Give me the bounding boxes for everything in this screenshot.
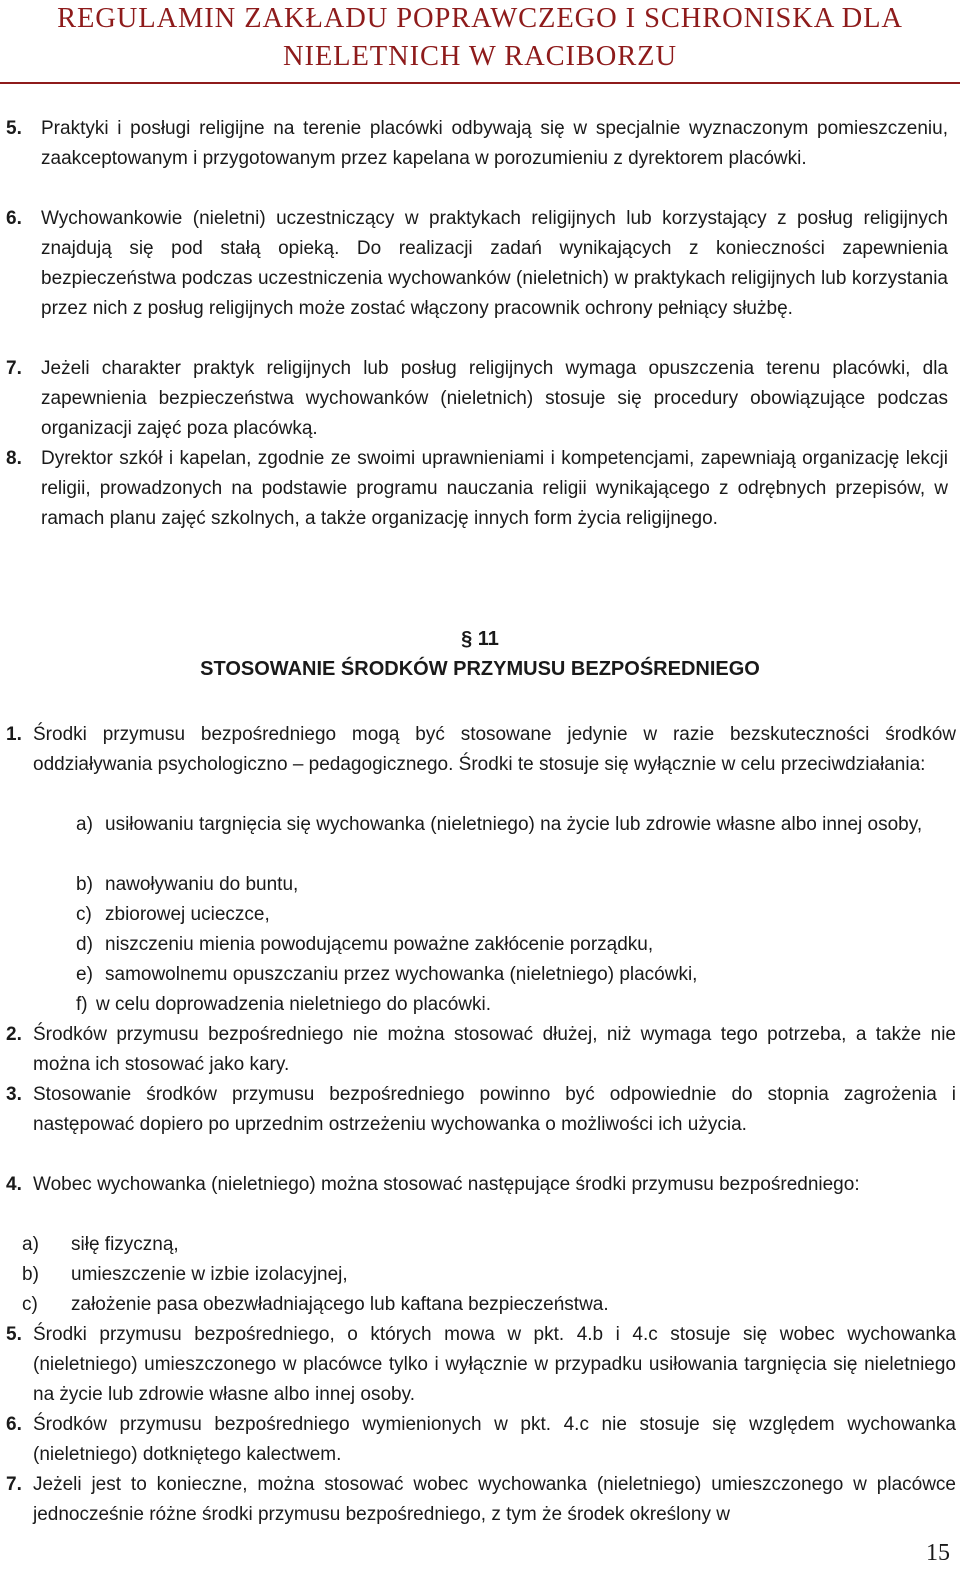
list-item-a: [76, 810, 956, 840]
paragraph-text: Środki przymusu bezpośredniego mogą być stosowane jedynie w razie bezskuteczności środków oddziaływania psychologiczno – pedagogicznego. Środki te stosuje się wyłącznie w celu przeciwdziałania:: [33, 724, 956, 775]
list-item-b: [76, 870, 956, 900]
paragraph-number: 6.: [6, 1414, 22, 1435]
paragraph-number: 4.: [6, 1174, 22, 1195]
paragraph-number: 5.: [6, 1324, 22, 1345]
section-title: STOSOWANIE ŚRODKÓW PRZYMUSU BEZPOŚREDNIEGO: [200, 658, 760, 680]
paragraph-text: Stosowanie środków przymusu bezpośredniego powinno być odpowiednie do stopnia zagrożenia i następować dopiero po uprzednim ostrzeżeniu wychowanka o możliwości ich użycia.: [33, 1084, 956, 1135]
list-marker: a): [76, 814, 93, 835]
paragraph-7: [6, 354, 948, 444]
list-item-c: [76, 900, 956, 930]
list-marker: c): [76, 904, 92, 925]
list-item-e: [76, 960, 956, 990]
paragraph-text: Wobec wychowanka (nieletniego) można stosować następujące środki przymusu bezpośredniego:: [33, 1174, 860, 1195]
list-item-a: [22, 1230, 952, 1260]
header-title-line-2: NIELETNICH W RACIBORZU: [283, 41, 677, 72]
header-divider: [0, 82, 960, 84]
paragraph-1: [6, 720, 956, 780]
paragraph-2: [6, 1020, 956, 1080]
paragraph-text: Dyrektor szkół i kapelan, zgodnie ze swoimi uprawnieniami i kompetencjami, zapewniają organizację lekcji religii, prowadzonych na podstawie programu nauczania religii wynikającego z odrębnych przepisów, w ramach planu zajęć szkolnych, a także organizację innych form życia religijnego.: [41, 448, 948, 529]
list-item-c: [22, 1290, 952, 1320]
list-item-text: w celu doprowadzenia nieletniego do placówki.: [96, 994, 492, 1015]
paragraph-text: Jeżeli jest to konieczne, można stosować wobec wychowanka (nieletniego) umieszczonego w placówce jednocześnie różne środki przymusu bezpośredniego, z tym że środek określony w: [33, 1474, 956, 1525]
paragraph-text: Praktyki i posługi religijne na terenie placówki odbywają się w specjalnie wyznaczonym pomieszczeniu, zaakceptowanym i przygotowanym przez kapelana w porozumieniu z dyrektorem placówki.: [41, 118, 948, 169]
paragraph-6: [6, 1410, 956, 1470]
list-marker: c): [22, 1294, 38, 1315]
paragraph-number: 8.: [6, 448, 22, 469]
paragraph-4: [6, 1170, 956, 1200]
paragraph-text: Środki przymusu bezpośredniego, o których mowa w pkt. 4.b i 4.c stosuje się wobec wychowanka (nieletniego) umieszczonego w placówce tylko i wyłącznie w przypadku usiłowania targnięcia się nieletniego na życie lub zdrowie własne albo innej osoby.: [33, 1324, 956, 1405]
list-marker: a): [22, 1234, 39, 1255]
paragraph-5: [6, 114, 948, 174]
list-item-text: usiłowaniu targnięcia się wychowanka (nieletniego) na życie lub zdrowie własne albo innej osoby,: [105, 814, 923, 835]
list-marker: d): [76, 934, 93, 955]
paragraph-number: 2.: [6, 1024, 22, 1045]
paragraph-number: 1.: [6, 724, 22, 745]
list-item-text: nawoływaniu do buntu,: [105, 874, 299, 895]
list-item-f: [76, 990, 956, 1020]
list-marker: e): [76, 964, 93, 985]
paragraph-5: [6, 1320, 956, 1410]
list-marker: b): [22, 1264, 39, 1285]
list-item-text: siłę fizyczną,: [71, 1234, 179, 1255]
document-header: [0, 0, 960, 76]
page-number: 15: [926, 1540, 950, 1566]
list-item-text: zbiorowej ucieczce,: [105, 904, 270, 925]
paragraph-3: [6, 1080, 956, 1140]
paragraph-text: Środków przymusu bezpośredniego wymienionych w pkt. 4.c nie stosuje się względem wychowanka (nieletniego) dotkniętego kalectwem.: [33, 1414, 956, 1465]
header-title-line-1: REGULAMIN ZAKŁADU POPRAWCZEGO I SCHRONISKA DLA: [57, 3, 903, 34]
paragraph-6: [6, 204, 948, 324]
section-symbol: § 11: [461, 628, 499, 650]
paragraph-number: 6.: [6, 208, 22, 229]
paragraph-number: 5.: [6, 118, 22, 139]
list-item-d: [76, 930, 956, 960]
list-item-text: założenie pasa obezwładniającego lub kaftana bezpieczeństwa.: [71, 1294, 609, 1315]
paragraph-number: 7.: [6, 1474, 22, 1495]
paragraph-8: [6, 444, 948, 534]
paragraph-text: Wychowankowie (nieletni) uczestniczący w praktykach religijnych lub korzystający z posług religijnych znajdują się pod stałą opieką. Do realizacji zadań wynikających z konieczności zapewnienia bezpieczeństwa podczas uczestniczenia wychowanków (nieletnich) w praktykach religijnych lub korzystania przez nich z posług religijnych może zostać włączony pracownik ochrony pełniący służbę.: [41, 208, 948, 319]
paragraph-text: Jeżeli charakter praktyk religijnych lub posług religijnych wymaga opuszczenia terenu placówki, dla zapewnienia bezpieczeństwa wychowanków (nieletnich) stosuje się procedury obowiązujące podczas organizacji zajęć poza placówką.: [41, 358, 948, 439]
list-item-text: niszczeniu mienia powodującemu poważne zakłócenie porządku,: [105, 934, 654, 955]
list-item-text: umieszczenie w izbie izolacyjnej,: [71, 1264, 348, 1285]
list-marker: b): [76, 874, 93, 895]
paragraph-7: [6, 1470, 956, 1530]
paragraph-number: 7.: [6, 358, 22, 379]
list-marker: f): [76, 994, 88, 1015]
list-item-b: [22, 1260, 952, 1290]
list-item-text: samowolnemu opuszczaniu przez wychowanka (nieletniego) placówki,: [105, 964, 698, 985]
paragraph-text: Środków przymusu bezpośredniego nie można stosować dłużej, niż wymaga tego potrzeba, a także nie można ich stosować jako kary.: [33, 1024, 956, 1075]
paragraph-number: 3.: [6, 1084, 22, 1105]
